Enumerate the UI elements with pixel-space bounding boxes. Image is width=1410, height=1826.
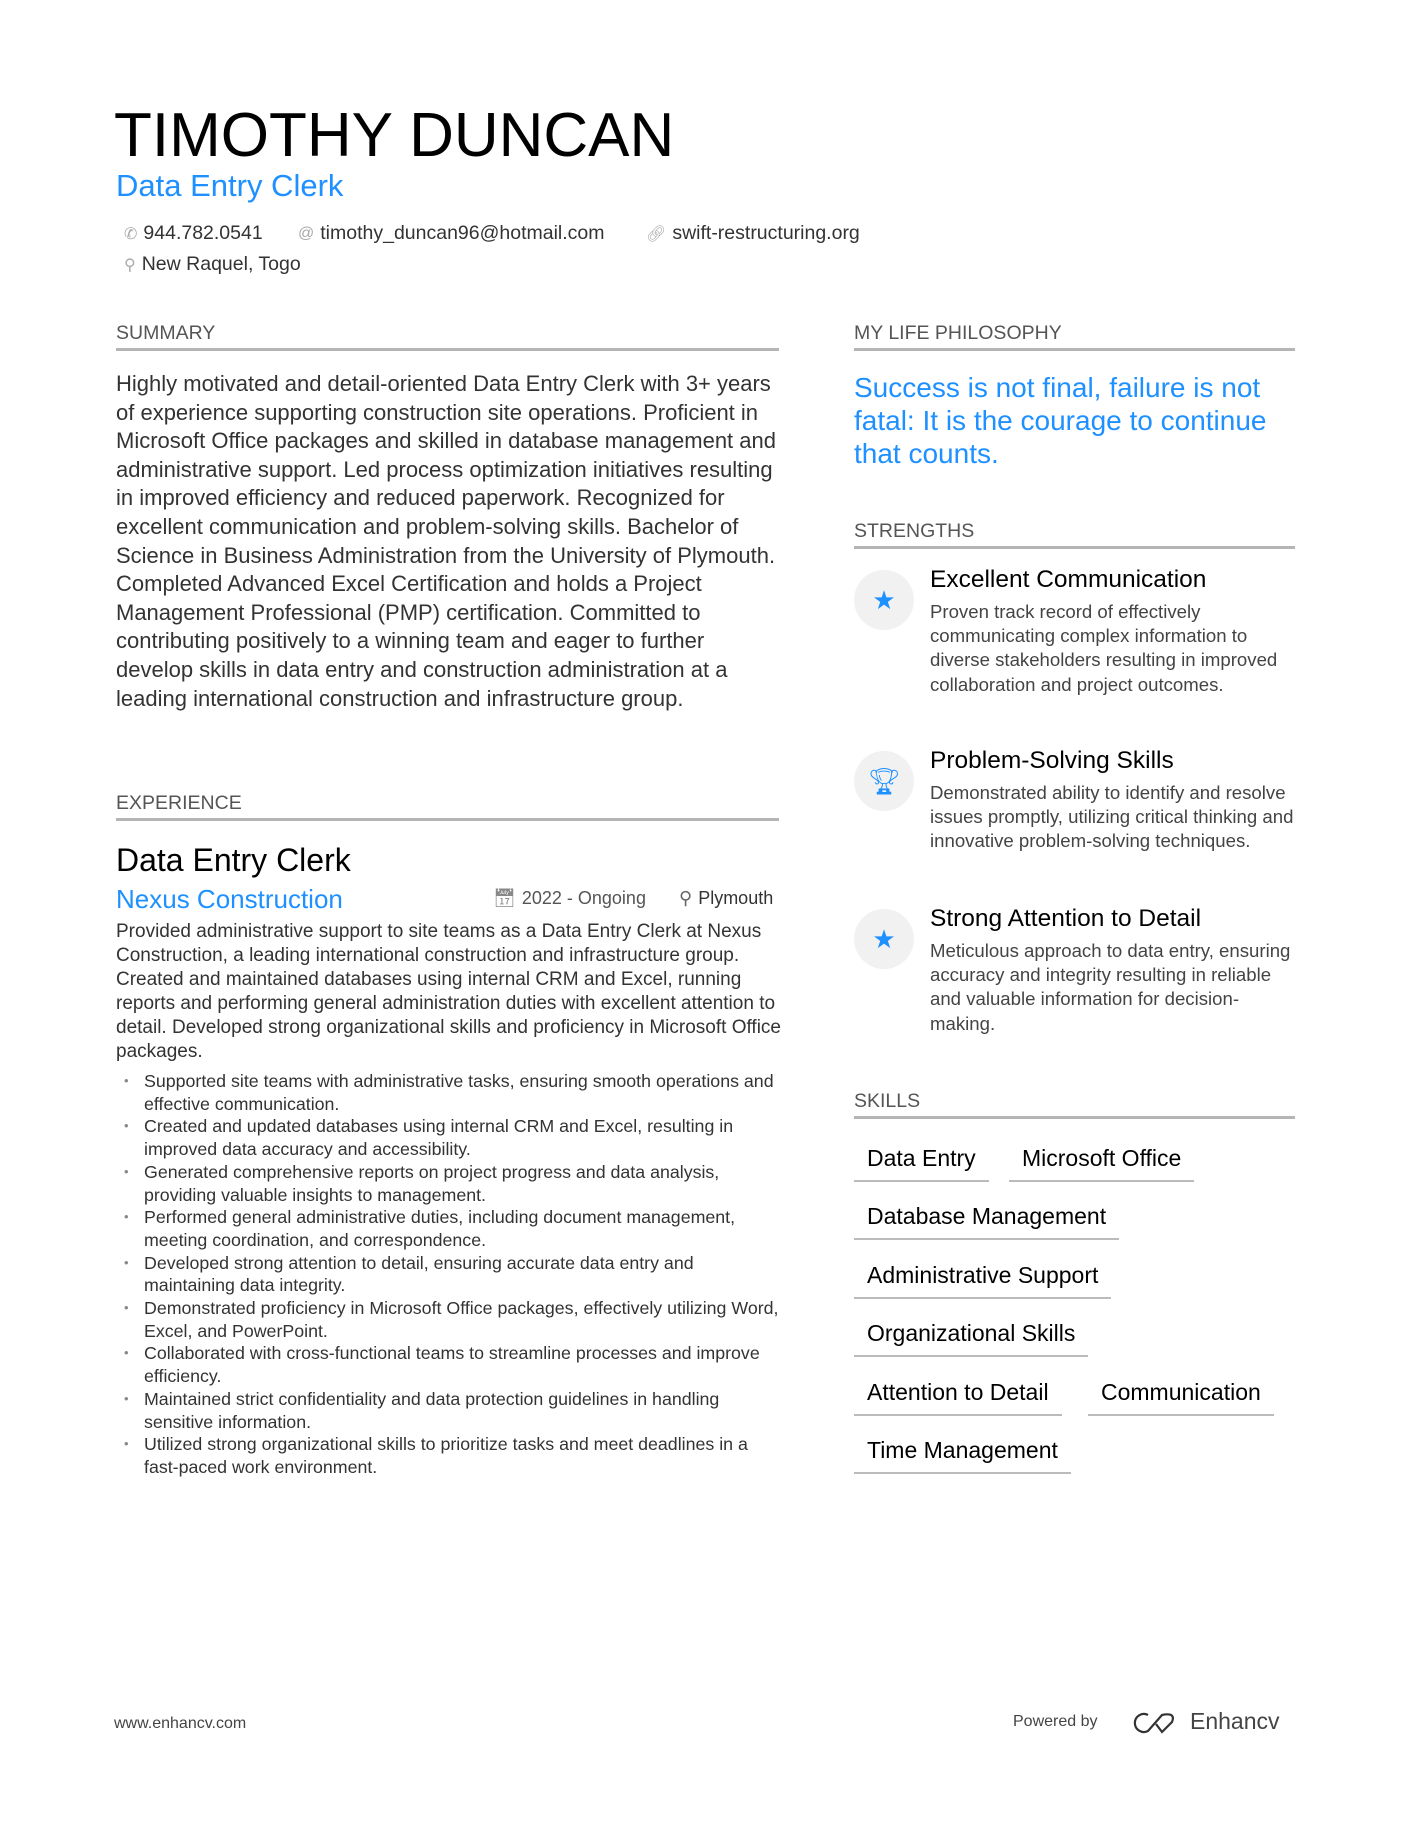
job-description: Provided administrative support to site teams as a Data Entry Clerk at Nexus Construction, a leading international construction and infrastructure group. Created and maintained databases using internal CRM and Excel, running reports and performing general administration duties with excellent attention to detail. Developed strong organizational skills and proficiency in Microsoft Office packages.	[116, 921, 781, 1062]
website[interactable]	[646, 222, 860, 245]
skill-tag: Administrative Support	[854, 1262, 1111, 1299]
company-name: Nexus Construction	[116, 884, 343, 914]
bullet-item: • Collaborated with cross-functional teams to streamline processes and improve efficiency.	[116, 1342, 784, 1387]
candidate-name: TIMOTHY DUNCAN	[114, 101, 675, 170]
strength-text: Meticulous approach to data entry, ensuring accuracy and integrity resulting in reliable and valuable information for decision-making.	[930, 940, 1291, 1034]
skills-heading: SKILLS	[854, 1090, 1295, 1119]
strength-item	[854, 905, 1304, 1036]
location	[124, 253, 301, 276]
phone-text: 944.782.0541	[143, 222, 263, 244]
email-text[interactable]: timothy_duncan96@hotmail.com	[320, 222, 605, 244]
star-icon: ★	[854, 909, 914, 969]
skill-tag: Data Entry	[854, 1145, 989, 1182]
bullet-item: • Demonstrated proficiency in Microsoft Office packages, effectively utilizing Word, Excel, and PowerPoint.	[116, 1297, 784, 1342]
job-dates	[493, 888, 646, 909]
strength-title: Problem-Solving Skills	[930, 747, 1174, 774]
job-location	[679, 888, 773, 909]
bullet-item: • Maintained strict confidentiality and data protection guidelines in handling sensitive information.	[116, 1388, 784, 1433]
strength-item	[854, 747, 1304, 854]
bullet-item: • Developed strong attention to detail, ensuring accurate data entry and maintaining data integrity.	[116, 1252, 784, 1297]
trophy-icon: 🏆︎	[854, 751, 914, 811]
strength-item	[854, 566, 1304, 697]
strength-title: Excellent Communication	[930, 566, 1207, 593]
star-icon: ★	[854, 570, 914, 630]
link-icon: 🔗︎	[646, 225, 667, 243]
location-text: New Raquel, Togo	[141, 253, 301, 275]
skill-tag: Database Management	[854, 1203, 1119, 1240]
location-pin-icon: ⚲	[124, 256, 136, 274]
philosophy-quote: Success is not final, failure is not fatal: It is the courage to continue that counts.	[854, 372, 1267, 469]
enhancv-logo-icon	[1132, 1710, 1180, 1736]
location-pin-icon: ⚲	[679, 888, 693, 908]
job-title: Data Entry Clerk	[116, 842, 351, 878]
candidate-title: Data Entry Clerk	[116, 168, 344, 203]
strength-text: Demonstrated ability to identify and resolve issues promptly, utilizing critical thinking and innovative problem-solving techniques.	[930, 782, 1294, 852]
job-bullets	[116, 1070, 784, 1479]
skill-tag: Communication	[1088, 1379, 1274, 1416]
philosophy-heading: MY LIFE PHILOSOPHY	[854, 322, 1295, 351]
bullet-item: • Performed general administrative duties, including document management, meeting coordination, and correspondence.	[116, 1206, 784, 1251]
skill-tag: Time Management	[854, 1437, 1071, 1474]
strengths-heading: STRENGTHS	[854, 520, 1295, 549]
website-text[interactable]: swift-restructuring.org	[672, 222, 860, 244]
bullet-item: • Created and updated databases using internal CRM and Excel, resulting in improved data accuracy and accessibility.	[116, 1115, 784, 1160]
footer-website[interactable]: www.enhancv.com	[114, 1715, 247, 1732]
powered-by: Powered by	[1013, 1713, 1098, 1730]
bullet-item: • Supported site teams with administrative tasks, ensuring smooth operations and effective communication.	[116, 1070, 784, 1115]
phone-icon: ✆	[124, 225, 138, 243]
skill-tag: Microsoft Office	[1009, 1145, 1194, 1182]
dates-text: 2022 - Ongoing	[521, 888, 646, 908]
bullet-item: • Generated comprehensive reports on project progress and data analysis, providing valuable insights to management.	[116, 1161, 784, 1206]
at-icon: @	[298, 224, 315, 242]
job-location-text: Plymouth	[698, 888, 774, 908]
summary-text: Highly motivated and detail-oriented Data Entry Clerk with 3+ years of experience supporting construction site operations. Proficient in Microsoft Office packages and skilled in database management and administrative support. Led process optimization initiatives resulting in improved efficiency and reduced paperwork. Recognized for excellent communication and problem-solving skills. Bachelor of Science in Business Administration from the University of Plymouth. Completed Advanced Excel Certification and holds a Project Management Professional (PMP) certification. Committed to contributing positively to a winning team and eager to further develop skills in data entry and construction administration at a leading international construction and infrastructure group.	[116, 371, 776, 711]
brand-name: Enhancv	[1190, 1708, 1280, 1734]
experience-heading: EXPERIENCE	[116, 792, 779, 821]
email[interactable]	[298, 222, 605, 245]
calendar-icon: 📅︎	[493, 888, 516, 908]
strength-title: Strong Attention to Detail	[930, 905, 1202, 932]
bullet-item: • Utilized strong organizational skills to prioritize tasks and meet deadlines in a fast-paced work environment.	[116, 1433, 784, 1478]
strength-text: Proven track record of effectively communicating complex information to diverse stakeholders resulting in improved collaboration and project outcomes.	[930, 601, 1278, 695]
skill-tag: Attention to Detail	[854, 1379, 1062, 1416]
phone	[124, 222, 263, 245]
summary-heading: SUMMARY	[116, 322, 779, 351]
skill-tag: Organizational Skills	[854, 1320, 1088, 1357]
